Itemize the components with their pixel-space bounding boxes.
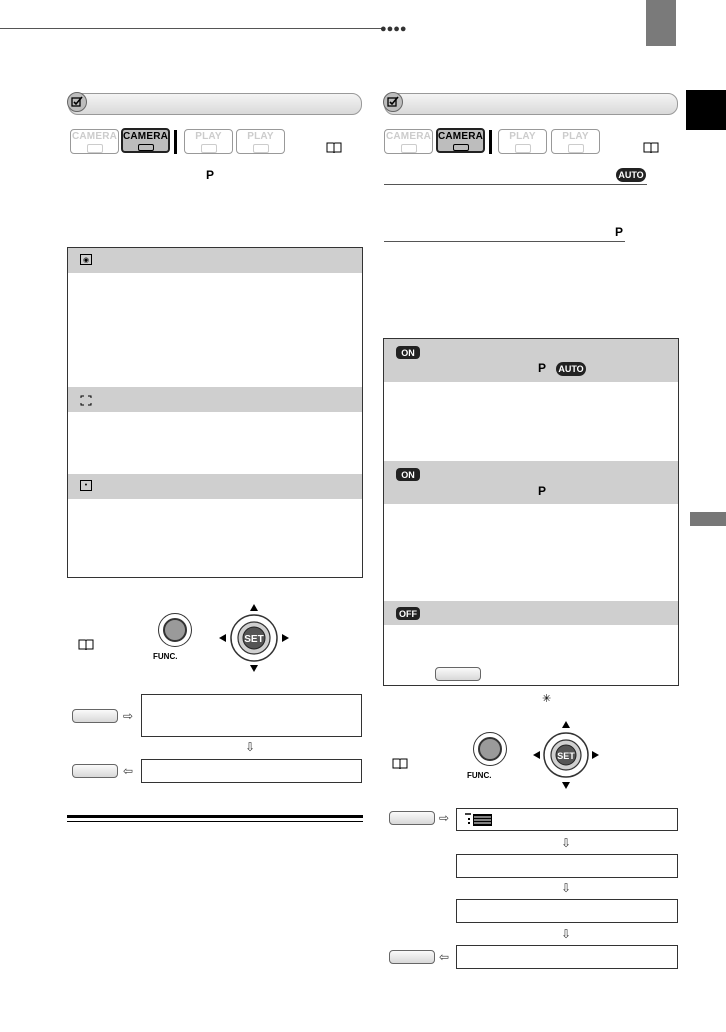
- book-icon: [643, 141, 659, 159]
- book-icon: [392, 757, 408, 775]
- corner-tab: [646, 0, 676, 46]
- top-rule: [0, 28, 384, 29]
- mode-camera-card: [121, 128, 170, 153]
- arrow-left-icon: ⇦: [123, 764, 134, 778]
- section-rule: [67, 815, 363, 818]
- func-label: FUNC.: [467, 771, 492, 780]
- off-badge: OFF: [396, 607, 420, 620]
- right-section-header: [384, 93, 678, 115]
- card-icon: [138, 144, 154, 151]
- card-icon: [568, 144, 584, 153]
- func-label: FUNC.: [153, 652, 178, 661]
- tape-icon: [401, 144, 417, 153]
- evaluative-metering-icon: ◉: [80, 254, 92, 265]
- option-head-2: [384, 461, 678, 504]
- mode-play-card: [551, 129, 600, 154]
- flow-step-2: [456, 854, 678, 878]
- mode-play-tape: [498, 129, 547, 154]
- auto-mode-badge: AUTO: [556, 362, 586, 376]
- checkmark-icon: [67, 92, 87, 112]
- menu-icon: [463, 811, 493, 832]
- arrow-down-icon: ⇩: [561, 927, 572, 941]
- arrow-right-icon: ⇨: [123, 709, 134, 723]
- flow-step-4: [456, 945, 678, 969]
- flow-step-2: [141, 759, 362, 783]
- mode-camera-tape: [384, 129, 433, 154]
- mode-camera-card: [436, 128, 485, 153]
- func-button-small[interactable]: [72, 764, 118, 778]
- option-head-1: [384, 339, 678, 382]
- rule: [384, 184, 647, 185]
- metering-head-1: [68, 248, 362, 273]
- on-badge: ON: [396, 468, 420, 481]
- metering-head-3: [68, 474, 362, 499]
- p-mode-icon: P: [615, 225, 624, 239]
- book-icon: [326, 141, 342, 159]
- tape-icon: [201, 144, 217, 153]
- center-weighted-icon: [80, 393, 92, 411]
- mode-label: PLAY: [509, 131, 536, 142]
- func-button-small[interactable]: [389, 811, 435, 825]
- arrow-down-icon: ⇩: [561, 881, 572, 895]
- mode-label: PLAY: [247, 131, 274, 142]
- svg-text:SET: SET: [557, 751, 575, 761]
- set-joystick-icon[interactable]: [532, 720, 600, 795]
- header-dots: ●●●●: [380, 23, 407, 35]
- func-button-small[interactable]: [435, 667, 481, 681]
- mode-label: CAMERA: [71, 131, 118, 142]
- func-button[interactable]: [163, 618, 187, 642]
- arrow-down-icon: ⇩: [561, 836, 572, 850]
- auto-mode-badge: AUTO: [616, 168, 646, 182]
- mode-camera-tape: [70, 129, 119, 154]
- set-joystick-icon[interactable]: [218, 603, 290, 678]
- mode-label: CAMERA: [122, 131, 169, 142]
- flash-sparkle-icon: ✳: [542, 693, 552, 705]
- mode-separator: [489, 130, 492, 154]
- on-badge: ON: [396, 346, 420, 359]
- arrow-left-icon: ⇦: [439, 950, 450, 964]
- flow-step-3: [456, 899, 678, 923]
- left-section-header: [68, 93, 362, 115]
- func-button-small[interactable]: [72, 709, 118, 723]
- func-button[interactable]: [478, 737, 502, 761]
- p-mode-icon: P: [206, 168, 215, 182]
- section-rule-thin: [67, 821, 363, 822]
- mode-play-tape: [184, 129, 233, 154]
- options-panel: [383, 338, 679, 686]
- side-tab-grey: [690, 512, 726, 526]
- arrow-down-icon: ⇩: [245, 740, 256, 754]
- metering-panel: [67, 247, 363, 578]
- checkmark-icon: [383, 92, 403, 112]
- p-mode-icon: P: [538, 361, 547, 375]
- card-icon: [253, 144, 269, 153]
- metering-head-2: [68, 387, 362, 412]
- arrow-right-icon: ⇨: [439, 811, 450, 825]
- func-button-small[interactable]: [389, 950, 435, 964]
- mode-separator: [174, 130, 177, 154]
- mode-label: PLAY: [562, 131, 589, 142]
- side-tab-black: [686, 90, 726, 130]
- mode-label: CAMERA: [385, 131, 432, 142]
- mode-label: CAMERA: [437, 131, 484, 142]
- spot-metering-icon: •: [80, 480, 92, 491]
- tape-icon: [515, 144, 531, 153]
- p-mode-icon: P: [538, 484, 547, 498]
- tape-icon: [87, 144, 103, 153]
- book-icon: [78, 638, 94, 656]
- card-icon: [453, 144, 469, 151]
- mode-label: PLAY: [195, 131, 222, 142]
- svg-text:SET: SET: [244, 634, 264, 645]
- option-head-3: [384, 601, 678, 625]
- mode-play-card: [236, 129, 285, 154]
- rule: [384, 241, 625, 242]
- flow-step-1: [141, 694, 362, 737]
